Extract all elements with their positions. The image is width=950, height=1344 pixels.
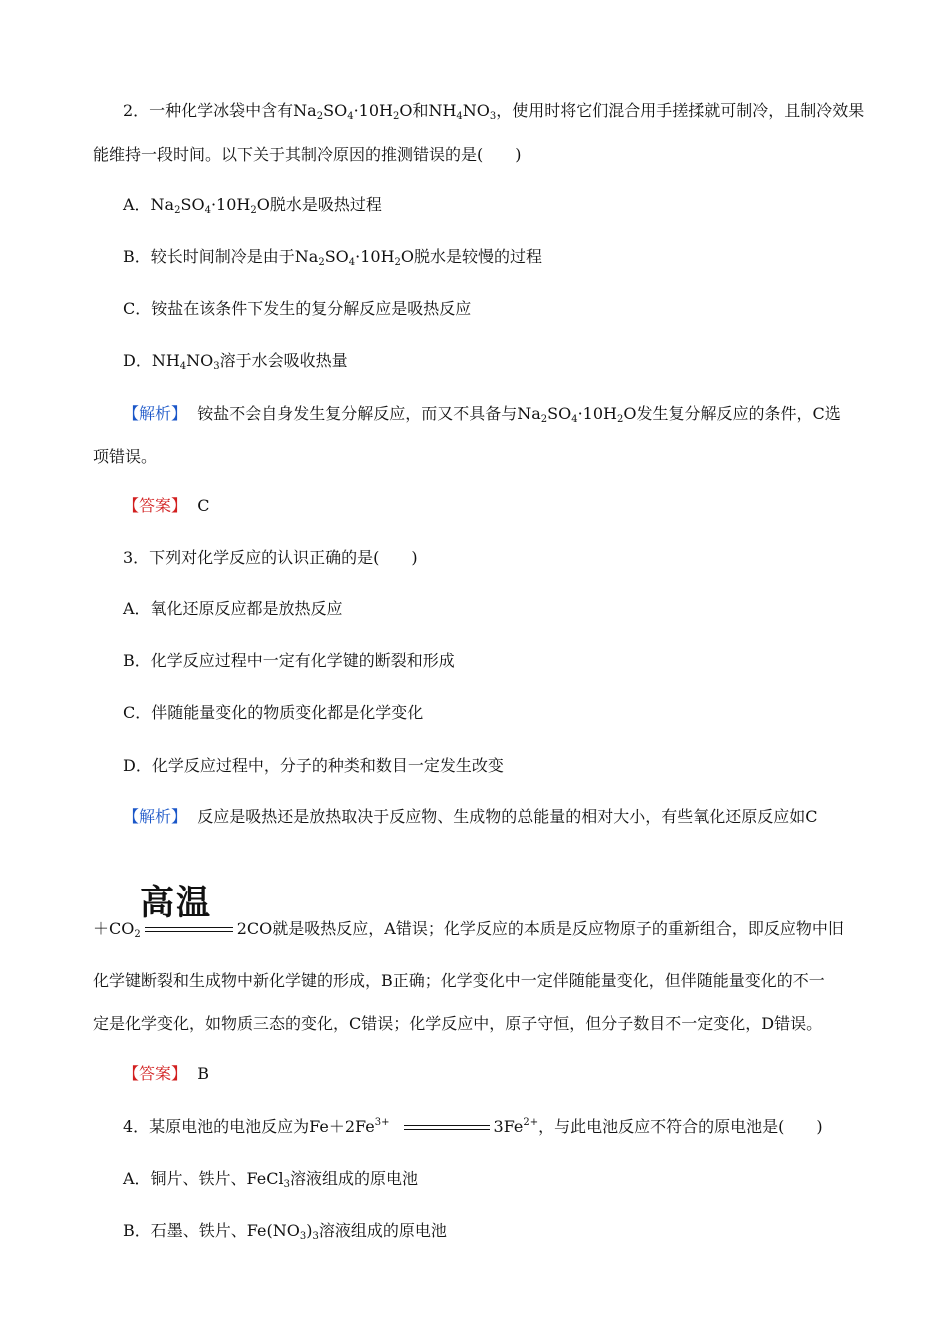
analysis-label: 【解析】 [123, 404, 188, 423]
reaction-condition: 高温 [140, 883, 212, 923]
q3-analysis-line2: $+CO_2$ 2CO就是吸热反应，A错误；化学反应的本质是反应物原子的重新组合，即反应物中旧 [93, 919, 844, 940]
q2-stem-line2: 能维持一段时间。以下关于其制冷原因的推测错误的是( ) [93, 145, 522, 164]
q2-option-c: C．铵盐在该条件下发生的复分解反应是吸热反应 [123, 299, 472, 318]
q2-option-a: A．$Na_2SO_4\cdot 10H_2O$脱水是吸热过程 [123, 195, 382, 216]
q2-answer: 【答案】 C [123, 496, 210, 515]
q3-answer: 【答案】 B [123, 1064, 209, 1083]
answer-label: 【答案】 [123, 496, 188, 515]
answer-label: 【答案】 [123, 1064, 188, 1083]
q3-analysis-line4: 定是化学变化，如物质三态的变化，C错误；化学反应中，原子守恒，但分子数目不一定变化，D错误。 [93, 1014, 823, 1033]
q2-analysis-line1: 【解析】 铵盐不会自身发生复分解反应，而又不具备与$Na_2SO_4\cdot 10H_2O$发生复分解反应的条件，C选 [123, 404, 841, 425]
q3-stem: 3．下列对化学反应的认识正确的是( ) [123, 548, 418, 567]
q3-analysis-line3: 化学键断裂和生成物中新化学键的形成，B正确；化学变化中一定伴随能量变化，但伴随能量变化的不一 [93, 971, 825, 990]
q4-stem: 4．某原电池的电池反应为$Fe+2Fe^{3+}$ $3Fe^{2+}$，与此电池反应不符合的原电池是( ) [123, 1117, 823, 1136]
q3-option-c: C．伴随能量变化的物质变化都是化学变化 [123, 703, 424, 722]
q4-option-b: B．石墨、铁片、$Fe(NO_3)_3$溶液组成的原电池 [123, 1221, 447, 1242]
q4-option-a: A．铜片、铁片、FeCl$_3$溶液组成的原电池 [123, 1169, 419, 1190]
q2-stem-line1: 2．一种化学冰袋中含有$Na_2SO_4\cdot 10H_2O$和$NH_4NO_3$，使用时将它们混合用手搓揉就可制冷，且制冷效果 [123, 101, 865, 122]
equals-sign [145, 927, 233, 932]
q2-option-d: D．$NH_4NO_3$溶于水会吸收热量 [123, 351, 348, 372]
q3-option-b: B．化学反应过程中一定有化学键的断裂和形成 [123, 651, 455, 670]
q2-analysis-line2: 项错误。 [93, 447, 158, 466]
q3-analysis-line1: 【解析】 反应是吸热还是放热取决于反应物、生成物的总能量的相对大小，有些氧化还原反应如C [123, 807, 818, 826]
q2-option-b: B．较长时间制冷是由于$Na_2SO_4\cdot 10H_2O$脱水是较慢的过程 [123, 247, 543, 268]
q3-option-a: A．氧化还原反应都是放热反应 [123, 599, 343, 618]
analysis-label: 【解析】 [123, 807, 188, 826]
equals-sign [404, 1125, 490, 1130]
q3-option-d: D．化学反应过程中，分子的种类和数目一定发生改变 [123, 756, 504, 775]
